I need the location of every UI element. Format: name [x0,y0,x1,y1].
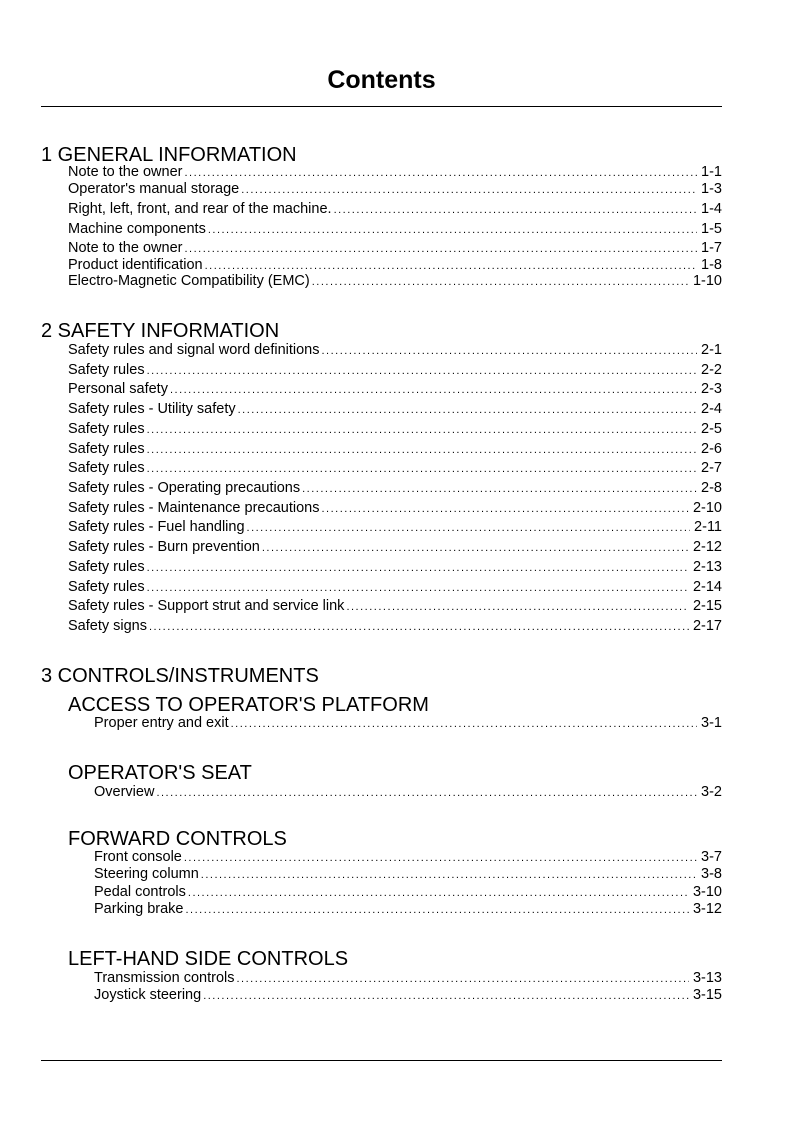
entry-page: 2-10 [692,500,722,516]
entry-label: Safety rules [68,559,145,575]
section-title: 2 SAFETY INFORMATION [41,320,280,342]
dot-leader [188,885,689,901]
entry-label: Steering column [94,866,199,882]
toc-entry[interactable] [68,342,722,359]
toc-entry[interactable] [68,539,722,556]
dot-leader [334,202,697,218]
toc-entry[interactable] [94,901,722,918]
entry-page: 3-13 [692,970,722,986]
toc-entry[interactable] [68,441,722,458]
entry-label: Safety rules [68,460,145,476]
entry-page: 3-15 [692,987,722,1003]
entry-page: 2-15 [692,598,722,614]
entry-page: 2-2 [701,362,722,378]
toc-entry[interactable] [68,201,722,218]
dot-leader [185,902,689,918]
entry-page: 2-8 [701,480,722,496]
dot-leader [236,971,688,987]
entry-label: Safety rules - Operating precautions [68,480,301,496]
toc-entry[interactable] [68,519,722,536]
toc-entry[interactable] [68,221,722,238]
toc-entry[interactable] [94,987,722,1004]
dot-leader [184,850,697,866]
entry-label: Joystick steering [94,987,202,1003]
dot-leader [156,785,697,801]
toc-entry[interactable] [68,240,722,257]
toc-entry[interactable] [68,164,722,181]
entry-page: 3-10 [692,884,722,900]
entry-label: Product identification [68,257,203,273]
dot-leader [238,402,697,418]
entry-label: Safety rules [68,579,145,595]
entry-page: 2-4 [701,401,722,417]
toc-entry[interactable] [68,500,722,517]
entry-label: Front console [94,849,182,865]
entry-label: Operator's manual storage [68,181,240,197]
entry-page: 2-1 [701,342,722,358]
toc-entry[interactable] [68,362,722,379]
dot-leader [170,382,697,398]
entry-page: 2-12 [692,539,722,555]
toc-entry[interactable] [68,257,722,274]
entry-label: Safety rules - Maintenance precautions [68,500,320,516]
bottom-rule [41,1060,722,1061]
dot-leader [203,988,689,1004]
entry-page: 3-1 [701,715,722,731]
top-rule [41,106,722,107]
dot-leader [201,867,697,883]
toc-entry[interactable] [68,381,722,398]
entry-label: Transmission controls [94,970,235,986]
dot-leader [346,599,689,615]
subsection-title: OPERATOR'S SEAT [68,762,252,784]
entry-label: Personal safety [68,381,168,397]
section-title: 1 GENERAL INFORMATION [41,144,297,166]
toc-entry[interactable] [94,849,722,866]
dot-leader [205,258,697,274]
dot-leader [321,343,697,359]
dot-leader [241,182,697,198]
dot-leader [321,501,688,517]
entry-label: Electro-Magnetic Compatibility (EMC) [68,273,310,289]
entry-label: Machine components [68,221,206,237]
entry-label: Safety rules - Support strut and service link [68,598,345,614]
entry-label: Safety rules [68,421,145,437]
toc-entry[interactable] [68,559,722,576]
entry-page: 1-8 [701,257,722,273]
subsection-title: LEFT-HAND SIDE CONTROLS [68,948,349,970]
entry-page: 1-10 [692,273,722,289]
toc-entry[interactable] [94,866,722,883]
toc-entry[interactable] [68,181,722,198]
dot-leader [312,274,689,290]
dot-leader [302,481,697,497]
entry-label: Note to the owner [68,240,183,256]
entry-label: Safety rules - Burn prevention [68,539,260,555]
entry-label: Right, left, front, and rear of the machine. [68,201,332,217]
dot-leader [149,619,689,635]
dot-leader [147,422,697,438]
entry-label: Safety rules - Utility safety [68,401,236,417]
entry-page: 3-7 [701,849,722,865]
entry-label: Safety signs [68,618,147,634]
dot-leader [231,716,697,732]
entry-page: 1-4 [701,201,722,217]
entry-label: Safety rules - Fuel handling [68,519,245,535]
entry-label: Safety rules [68,441,145,457]
dot-leader [208,222,697,238]
toc-entry[interactable] [94,970,722,987]
entry-page: 2-3 [701,381,722,397]
toc-entry[interactable] [68,598,722,615]
entry-label: Parking brake [94,901,184,917]
dot-leader [262,540,689,556]
entry-label: Overview [94,784,155,800]
entry-page: 2-7 [701,460,722,476]
entry-page: 3-8 [701,866,722,882]
entry-page: 2-17 [692,618,722,634]
dot-leader [147,442,697,458]
entry-page: 1-7 [701,240,722,256]
entry-page: 2-11 [694,519,722,535]
entry-label: Pedal controls [94,884,186,900]
dot-leader [184,165,697,181]
dot-leader [147,363,697,379]
dot-leader [147,580,689,596]
entry-page: 1-1 [701,164,722,180]
toc-entry[interactable] [68,579,722,596]
dot-leader [184,241,697,257]
page-title: Contents [327,66,436,94]
dot-leader [147,461,697,477]
section-title: 3 CONTROLS/INSTRUMENTS [41,665,319,687]
subsection-title: FORWARD CONTROLS [68,828,287,850]
toc-entry[interactable] [68,480,722,497]
entry-label: Proper entry and exit [94,715,229,731]
toc-entry[interactable] [68,421,722,438]
toc-entry[interactable] [68,273,722,290]
entry-page: 1-5 [701,221,722,237]
entry-page: 2-5 [701,421,722,437]
entry-page: 2-13 [692,559,722,575]
entry-page: 1-3 [701,181,722,197]
entry-label: Note to the owner [68,164,183,180]
toc-entry[interactable] [94,784,722,801]
toc-entry[interactable] [94,715,722,732]
subsection-title: ACCESS TO OPERATOR'S PLATFORM [68,694,429,716]
entry-label: Safety rules [68,362,145,378]
dot-leader [147,560,689,576]
toc-entry[interactable] [68,618,722,635]
entry-label: Safety rules and signal word definitions [68,342,320,358]
entry-page: 3-2 [701,784,722,800]
entry-page: 2-6 [701,441,722,457]
toc-entry[interactable] [68,460,722,477]
entry-page: 3-12 [692,901,722,917]
entry-page: 2-14 [692,579,722,595]
toc-entry[interactable] [94,884,722,901]
dot-leader [247,520,691,536]
toc-entry[interactable] [68,401,722,418]
